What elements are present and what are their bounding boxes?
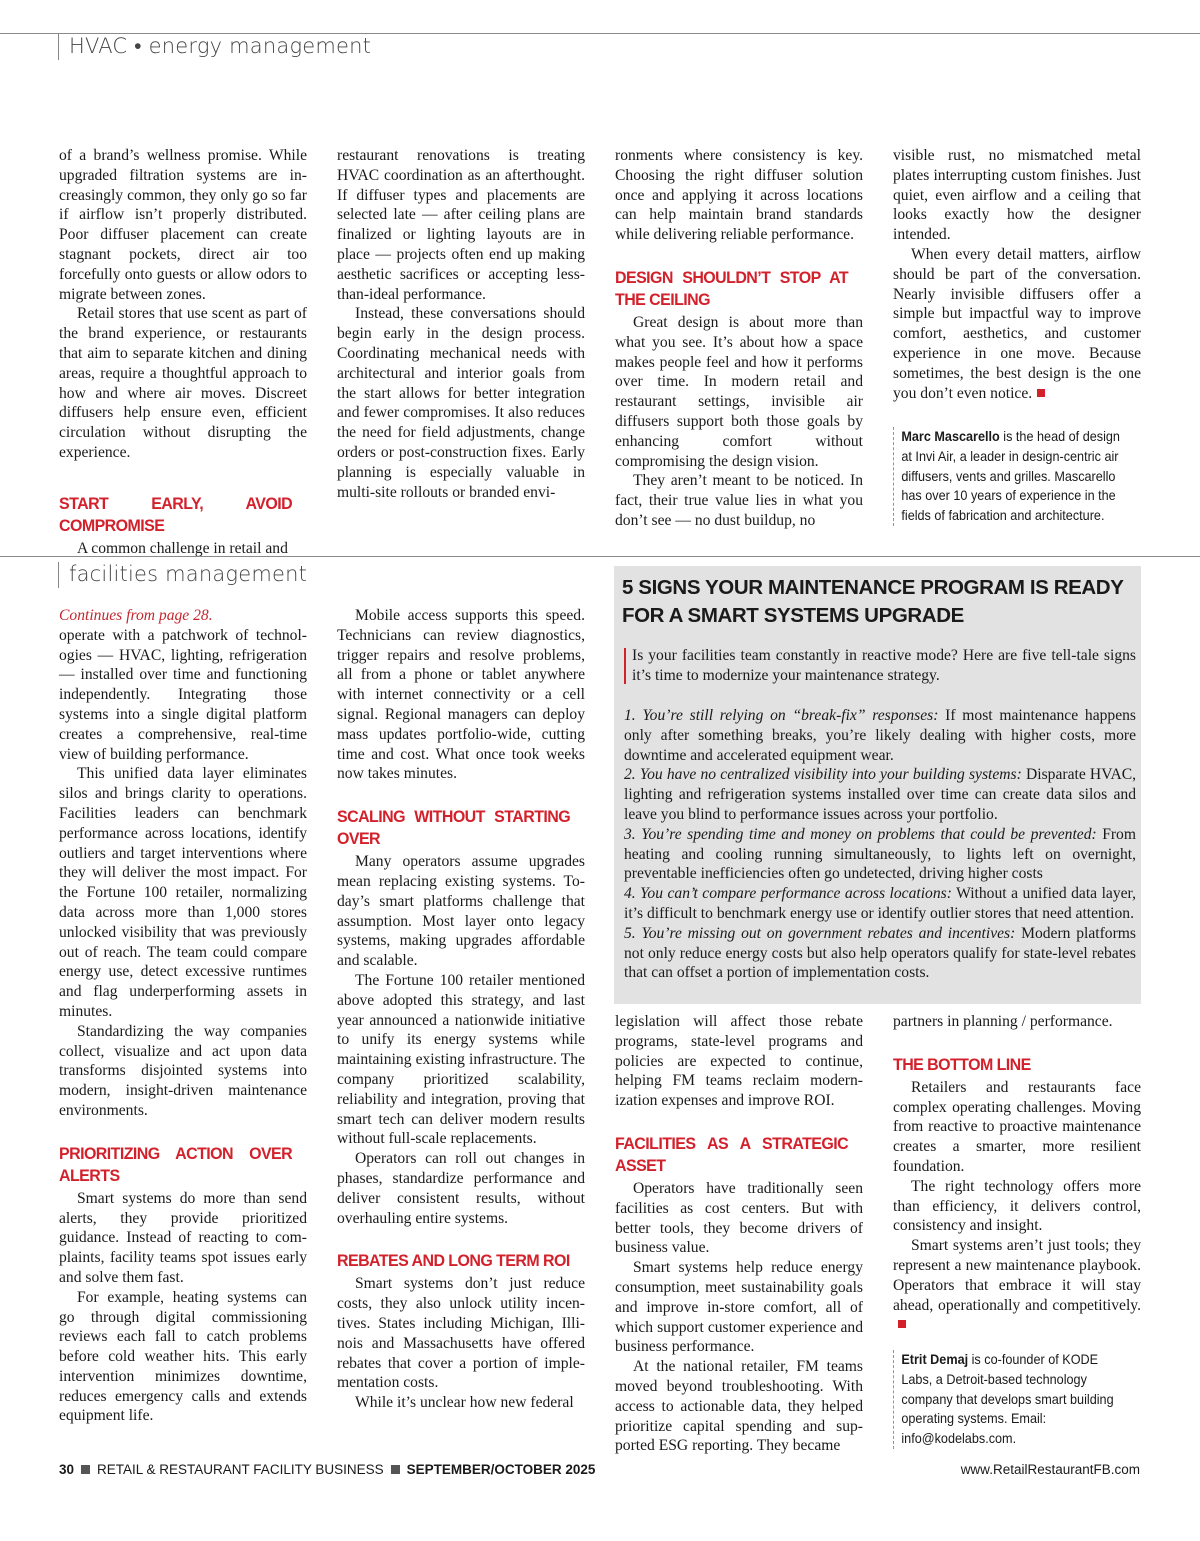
- paragraph: They aren’t meant to be noticed. In fact, their true value lies in what you don’t see — no dust buildup, no: [615, 472, 863, 529]
- paragraph: Retailers and restaurants face complex operating challenges. Moving from reactive to proactive maintenance creates a smarter, more resilient foundation.: [893, 1078, 1141, 1175]
- page-number: 30: [59, 1462, 75, 1477]
- sidebar-title: 5 SIGNS YOUR MAINTENANCE PROGRAM IS READY FOR A SMART SYSTEMS UPGRADE: [622, 576, 1124, 627]
- subheading: DESIGN SHOULDN’T STOP AT THE CEILING: [615, 267, 849, 309]
- list-item: 1. You’re still relying on “break-fix” responses: If most maintenance happens only after something breaks, you’re likely dealing with higher costs, more downtime and accelerated equipment wear.: [624, 707, 1136, 764]
- subheading: THE BOTTOM LINE: [893, 1054, 1031, 1074]
- list-item: 5. You’re missing out on government rebates and incentives: Modern platforms not only reduce energy costs but also help operators qualify for state-level rebates that can offset a portion of implementation costs.: [624, 924, 1136, 982]
- paragraph: The right technology offers more than efficiency, it delivers control, consistency and insight.: [893, 1177, 1141, 1235]
- paragraph: The Fortune 100 retailer mentioned above adopted this strategy, and last year announced a nationwide initiative to unify its energy systems while maintaining existing infrastructure. The company prioritized scalability, reliability and integration, proving that smart tech can deliver modern results without full-scale replacements.: [337, 971, 585, 1148]
- subheading: PRIORITIZING ACTION OVER ALERTS: [59, 1143, 293, 1185]
- sidebar-sign-list: [624, 706, 1136, 983]
- paragraph: visible rust, no mismatched metal plates interrupting custom finishes. Just quiet, even airflow and a ceiling that looks exactly how the designer intended.: [893, 147, 1141, 244]
- paragraph: This unified data layer eliminates silos and brings clarity to operations. Facilities leaders can benchmark performance across locations, identify outliers and target interventions where they will deliver the most impact. For the Fortune 100 retailer, normalizing data across more than 1,000 stores unlocked visibility that was previously out of reach. The team could compare energy use, detect excessive runtimes and flag underperforming assets in minutes.: [59, 765, 307, 1020]
- paragraph: Smart systems do more than send alerts, they provide prioritized guidance. Instead of reacting to complaints, facility teams spot issues early and solve them fast.: [59, 1189, 307, 1286]
- paragraph: Retail stores that use scent as part of the brand experience, or restaurants that aim to separate kitchen and dining areas, require a thoughtful approach to how and where air moves. Discreet diffusers help ensure even, efficient circulation without disrupting the experience.: [59, 305, 307, 461]
- continued-note: Continues from page 28.: [59, 607, 213, 624]
- fm-column-2: [337, 606, 585, 1413]
- end-mark-icon: [898, 1320, 906, 1328]
- fm-column-4: [893, 1012, 1141, 1335]
- paragraph: Many operators assume upgrades mean replacing existing systems. Today’s smart platforms challenge that assumption. Most layer onto legacy systems, making upgrades affordable and scalable.: [337, 853, 585, 970]
- subheading: START EARLY, AVOID COMPROMISE: [59, 493, 293, 535]
- list-item: 2. You have no centralized visibility into your building systems: Disparate HVAC, lighting and refrigeration systems installed over time can create data silos and leave you blind to performance issues across your portfolio.: [624, 766, 1137, 823]
- paragraph: For example, heating systems can go through digital commissioning reviews each fall to catch problems before cold weather hits. This early intervention minimizes downtime, reduces emergency calls and extends equipment life.: [59, 1288, 307, 1425]
- hvac-column-1: [59, 146, 307, 559]
- paragraph: A common challenge in retail and: [77, 539, 288, 557]
- subheading: FACILITIES AS A STRATEGIC ASSET: [615, 1133, 849, 1175]
- drop-cap-bar: [624, 648, 626, 684]
- paragraph: Smart systems help reduce energy consumption, meet sustainability goals and improve in-store comfort, all of which support customer experience and business performance.: [615, 1259, 863, 1356]
- paragraph: Mobile access supports this speed. Technicians can review diagnostics, trigger repairs and resolve problems, all from a phone or tablet anywhere with internet connectivity or a cell signal. Regional managers can deploy mass updates portfolio-wide, cutting time and cost. What once took weeks now takes minutes.: [337, 607, 585, 783]
- list-item: 3. You’re spending time and money on problems that could be prevented: From heating and cooling running simultaneously, to lights left on overnight, preventable inefficiencies often go undetected, driving higher costs: [624, 825, 1136, 883]
- drop-cap: I: [632, 647, 638, 664]
- fm-column-3: [615, 1012, 863, 1456]
- footer-square-icon: [81, 1465, 90, 1474]
- author-bio-text: is co-founder of KODE Labs, a Detroit-based technology company that develops smart building operating systems. Email: info@kodelabs.com.: [901, 1352, 1114, 1447]
- paragraph: restaurant renovations is treating HVAC coordination as an afterthought. If diffuser types and placements are selected late — after ceiling plans are finalized or lighting layouts are in place — projects often end up making aesthetic sacrifices or accepting less-than-ideal performance.: [337, 147, 585, 303]
- paragraph: When every detail matters, airflow should be part of the conversation. Nearly invisible diffusers offer a simple but impactful way to improve comfort, aesthetics, and customer experience in one move. Because sometimes, the best design is the one you don’t even notice.: [893, 245, 1141, 402]
- hvac-column-2: [337, 146, 585, 502]
- author-name: Marc Mascarello: [901, 429, 1000, 444]
- paragraph: Smart systems don’t just reduce costs, they also unlock utility incentives. States including Michigan, Illinois and Massachusetts have offered rebates that cover a portion of implementation costs.: [337, 1275, 585, 1392]
- paragraph: legislation will affect those rebate programs, state-level programs and policies are expected to continue, helping FM teams reclaim modernization expenses and improve ROI.: [615, 1013, 863, 1110]
- hvac-column-3: [615, 146, 863, 531]
- subheading: REBATES AND LONG TERM ROI: [337, 1251, 570, 1271]
- paragraph: At the national retailer, FM teams moved beyond troubleshooting. With access to actionable data, they helped prioritize capital spending and supported ESG reporting. They became: [615, 1358, 863, 1455]
- author-name: Etrit Demaj: [901, 1352, 969, 1367]
- paragraph: of a brand’s wellness promise. While upgraded filtration systems are increasingly common, they only go so far if airflow isn’t properly distributed. Poor diffuser placement can create stagnant pockets, direct air too forcefully onto guests or allow odors to migrate between zones.: [59, 147, 307, 303]
- sidebar-five-signs: [614, 566, 1141, 1004]
- paragraph: Standardizing the way companies collect, visualize and act upon data transforms disjointed systems into modern, insight-driven maintenance environments.: [59, 1022, 307, 1119]
- section-label-divider: [58, 34, 59, 60]
- fm-column-1: [59, 606, 307, 1426]
- paragraph: Smart systems aren’t just tools; they represent a new maintenance playbook. Operators that embrace it will stay ahead, operationally and competitively.: [893, 1236, 1141, 1335]
- sidebar-intro: Is your facilities team constantly in reactive mode? Here are five tell-tale signs it’s time to modernize your maintenance strategy.: [624, 646, 1136, 686]
- paragraph: partners in planning / performance.: [893, 1013, 1113, 1030]
- paragraph: Operators have traditionally seen facilities as cost centers. But with better tools, they become drivers of business value.: [615, 1179, 863, 1257]
- section-label-divider: [58, 562, 59, 588]
- section-label-hvac: HVAC • energy management: [58, 34, 371, 60]
- paragraph: Instead, these conversations should begin early in the design process. Coordinating mechanical needs with architectural and interior goals from the start allows for better integration and fewer compromises. It also reduces the need for field adjustments, change orders or post-construction fixes. Early planning is especially valuable in multi-site rollouts or branded envi-: [337, 305, 585, 501]
- page-footer: [59, 1462, 595, 1477]
- paragraph: Operators can roll out changes in phases, standardize performance and deliver consistent results, without overhauling entire systems.: [337, 1150, 585, 1227]
- issue-date: SEPTEMBER/OCTOBER 2025: [406, 1462, 596, 1477]
- paragraph: operate with a patchwork of technologies — HVAC, lighting, refrigeration — installed over time and functioning independently. Integrating those systems into a single digital platform creates a comprehensive, real-time view of building performance.: [59, 626, 307, 763]
- section-label-facilities: facilities management: [58, 562, 307, 588]
- author-bio-text: is the head of design at Invi Air, a leader in design-centric air diffusers, vents and grilles. Mascarello has over 10 years of experience in the fields of fabrication and architecture.: [901, 429, 1120, 524]
- website-url[interactable]: www.RetailRestaurantFB.com: [960, 1462, 1140, 1477]
- paragraph: While it’s unclear how new federal: [355, 1394, 574, 1412]
- paragraph: Great design is about more than what you see. It’s about how a space makes people feel and how it performs over time. In modern retail and restaurant settings, invisible air diffusers support both those goals by enhancing comfort without compromising the design vision.: [615, 313, 863, 470]
- paragraph: ronments where consistency is key. Choosing the right diffuser solution once and applying it across locations can help maintain brand standards while delivering reliable performance.: [615, 147, 863, 244]
- footer-square-icon: [391, 1465, 400, 1474]
- end-mark-icon: [1037, 389, 1045, 397]
- author-bio-mascarello: [893, 427, 1125, 526]
- publication-name: RETAIL & RESTAURANT FACILITY BUSINESS: [97, 1462, 384, 1477]
- hvac-column-4: [893, 146, 1141, 403]
- bottom-header-rule: [0, 556, 1200, 557]
- list-item: 4. You can’t compare performance across locations: Without a unified data layer, it’s difficult to benchmark energy use or identify outlier stores that need attention.: [624, 885, 1137, 922]
- subheading: SCALING WITHOUT STARTING OVER: [337, 807, 571, 849]
- author-bio-demaj: [893, 1350, 1125, 1449]
